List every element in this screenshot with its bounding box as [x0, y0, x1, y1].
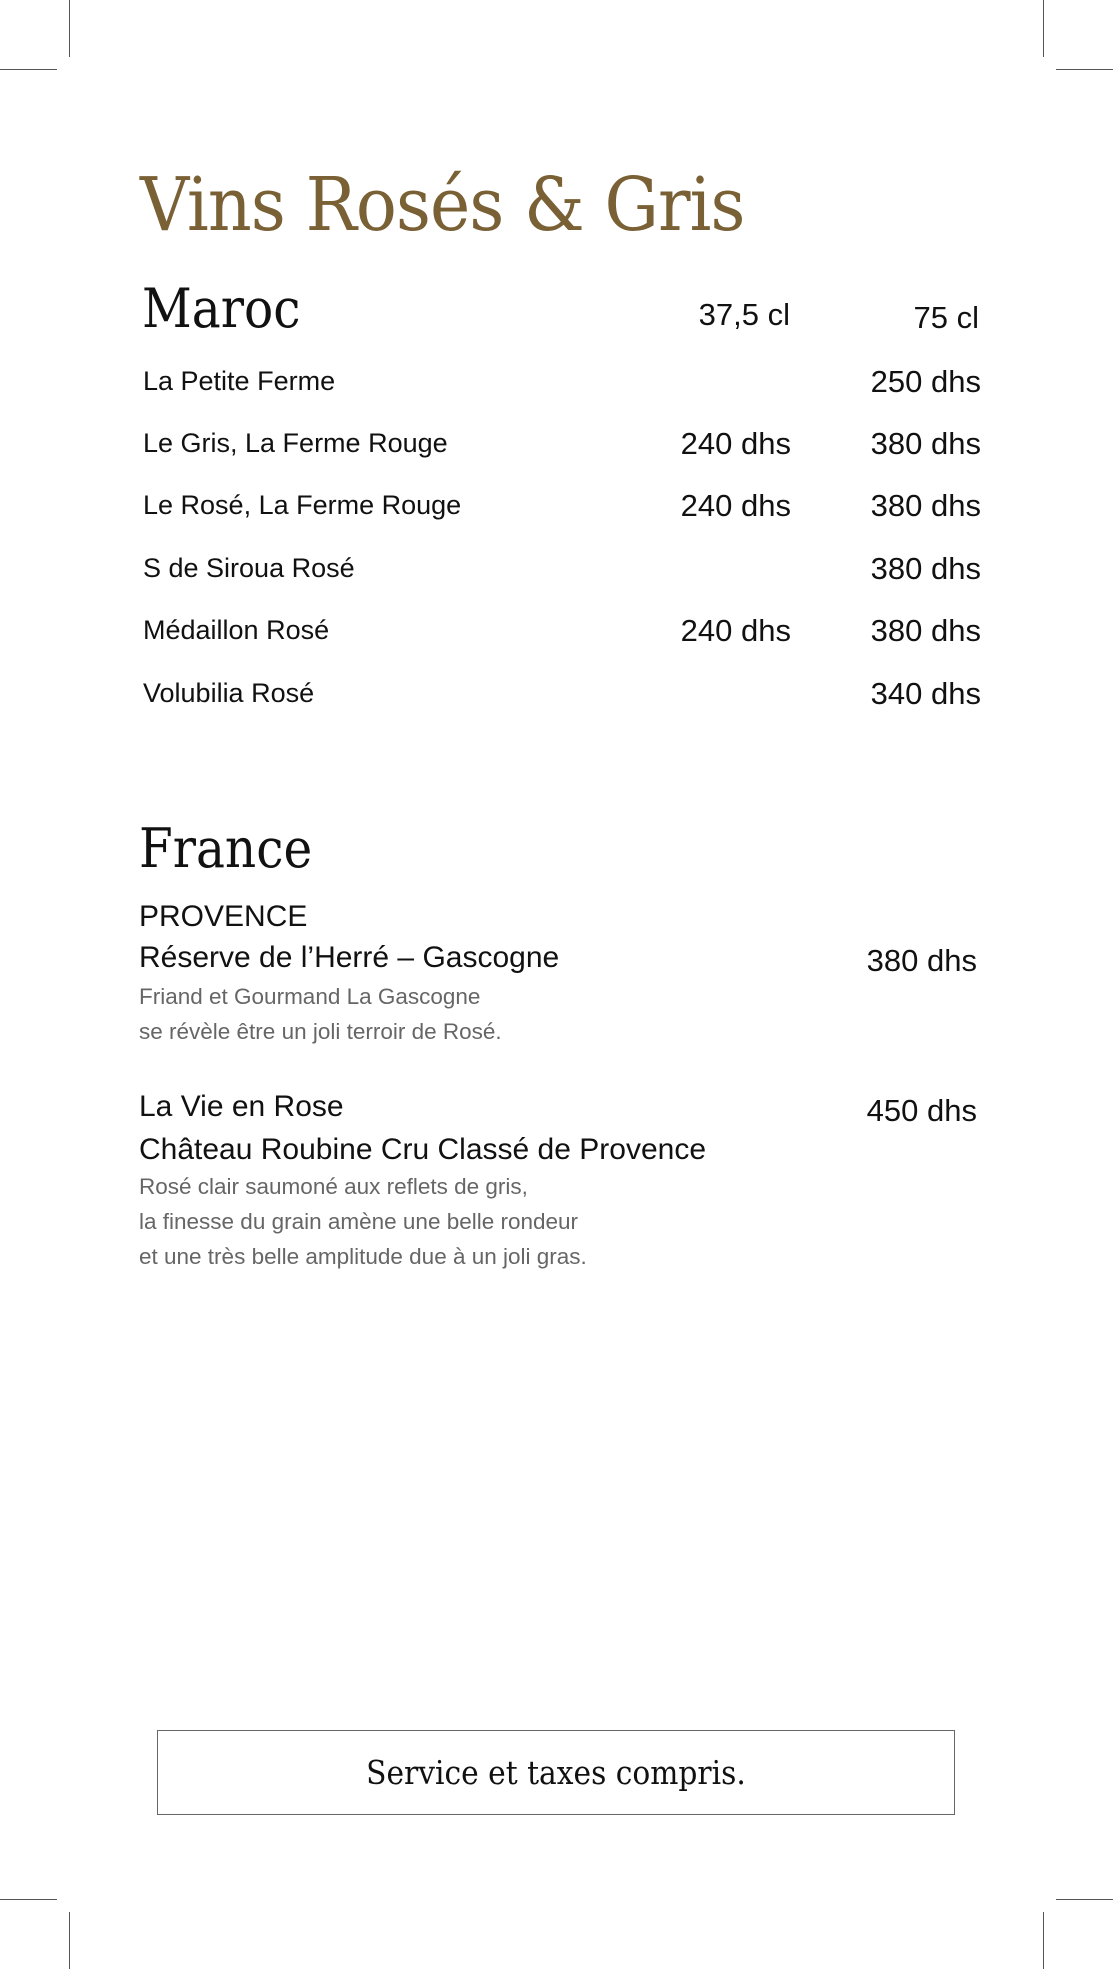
crop-mark	[0, 1899, 57, 1900]
price-375cl: 240 dhs	[680, 426, 791, 461]
crop-mark	[1056, 1899, 1113, 1900]
wine-name: S de Siroua Rosé	[143, 553, 355, 583]
crop-mark	[1043, 0, 1044, 57]
page-title: Vins Rosés & Gris	[140, 162, 745, 248]
price-75cl: 380 dhs	[870, 551, 981, 586]
footer-note: Service et taxes compris.	[366, 1753, 746, 1792]
wine-name: Le Gris, La Ferme Rouge	[143, 428, 448, 458]
price-75cl: 250 dhs	[870, 364, 981, 399]
crop-mark	[0, 69, 57, 70]
wine-description: Rosé clair saumoné aux reflets de gris,	[139, 1174, 528, 1199]
wine-producer: Château Roubine Cru Classé de Provence	[139, 1133, 706, 1166]
wine-row	[143, 678, 981, 712]
wine-description: Friand et Gourmand La Gascogne	[139, 984, 481, 1009]
wine-name: Le Rosé, La Ferme Rouge	[143, 490, 462, 520]
wine-name: La Petite Ferme	[143, 366, 336, 396]
crop-mark	[69, 1912, 70, 1969]
wine-row	[143, 615, 981, 649]
subregion-heading: PROVENCE	[139, 900, 308, 933]
wine-row	[143, 366, 981, 400]
crop-mark	[69, 0, 70, 57]
region-heading-maroc: Maroc	[142, 277, 301, 340]
wine-price: 450 dhs	[866, 1093, 977, 1128]
crop-mark	[1043, 1912, 1044, 1969]
price-75cl: 340 dhs	[870, 676, 981, 711]
region-heading-france: France	[139, 817, 313, 880]
wine-name: Volubilia Rosé	[143, 678, 315, 708]
price-75cl: 380 dhs	[870, 426, 981, 461]
crop-mark	[1056, 69, 1113, 70]
price-75cl: 380 dhs	[870, 613, 981, 648]
wine-name: La Vie en Rose	[139, 1090, 344, 1123]
wine-row	[143, 553, 981, 587]
wine-description: et une très belle amplitude due à un joli gras.	[139, 1244, 587, 1269]
wine-description: la finesse du grain amène une belle rondeur	[139, 1209, 579, 1234]
footer-note-box	[157, 1730, 955, 1815]
column-header-75cl: 75 cl	[913, 300, 979, 335]
wine-price: 380 dhs	[866, 943, 977, 978]
wine-description: se révèle être un joli terroir de Rosé.	[139, 1019, 502, 1044]
price-375cl: 240 dhs	[680, 613, 791, 648]
price-375cl: 240 dhs	[680, 488, 791, 523]
wine-row	[143, 428, 981, 462]
wine-row	[143, 490, 981, 524]
price-75cl: 380 dhs	[870, 488, 981, 523]
column-header-375cl: 37,5 cl	[698, 297, 790, 332]
wine-name: Réserve de l’Herré – Gascogne	[139, 941, 560, 974]
wine-name: Médaillon Rosé	[143, 615, 330, 645]
